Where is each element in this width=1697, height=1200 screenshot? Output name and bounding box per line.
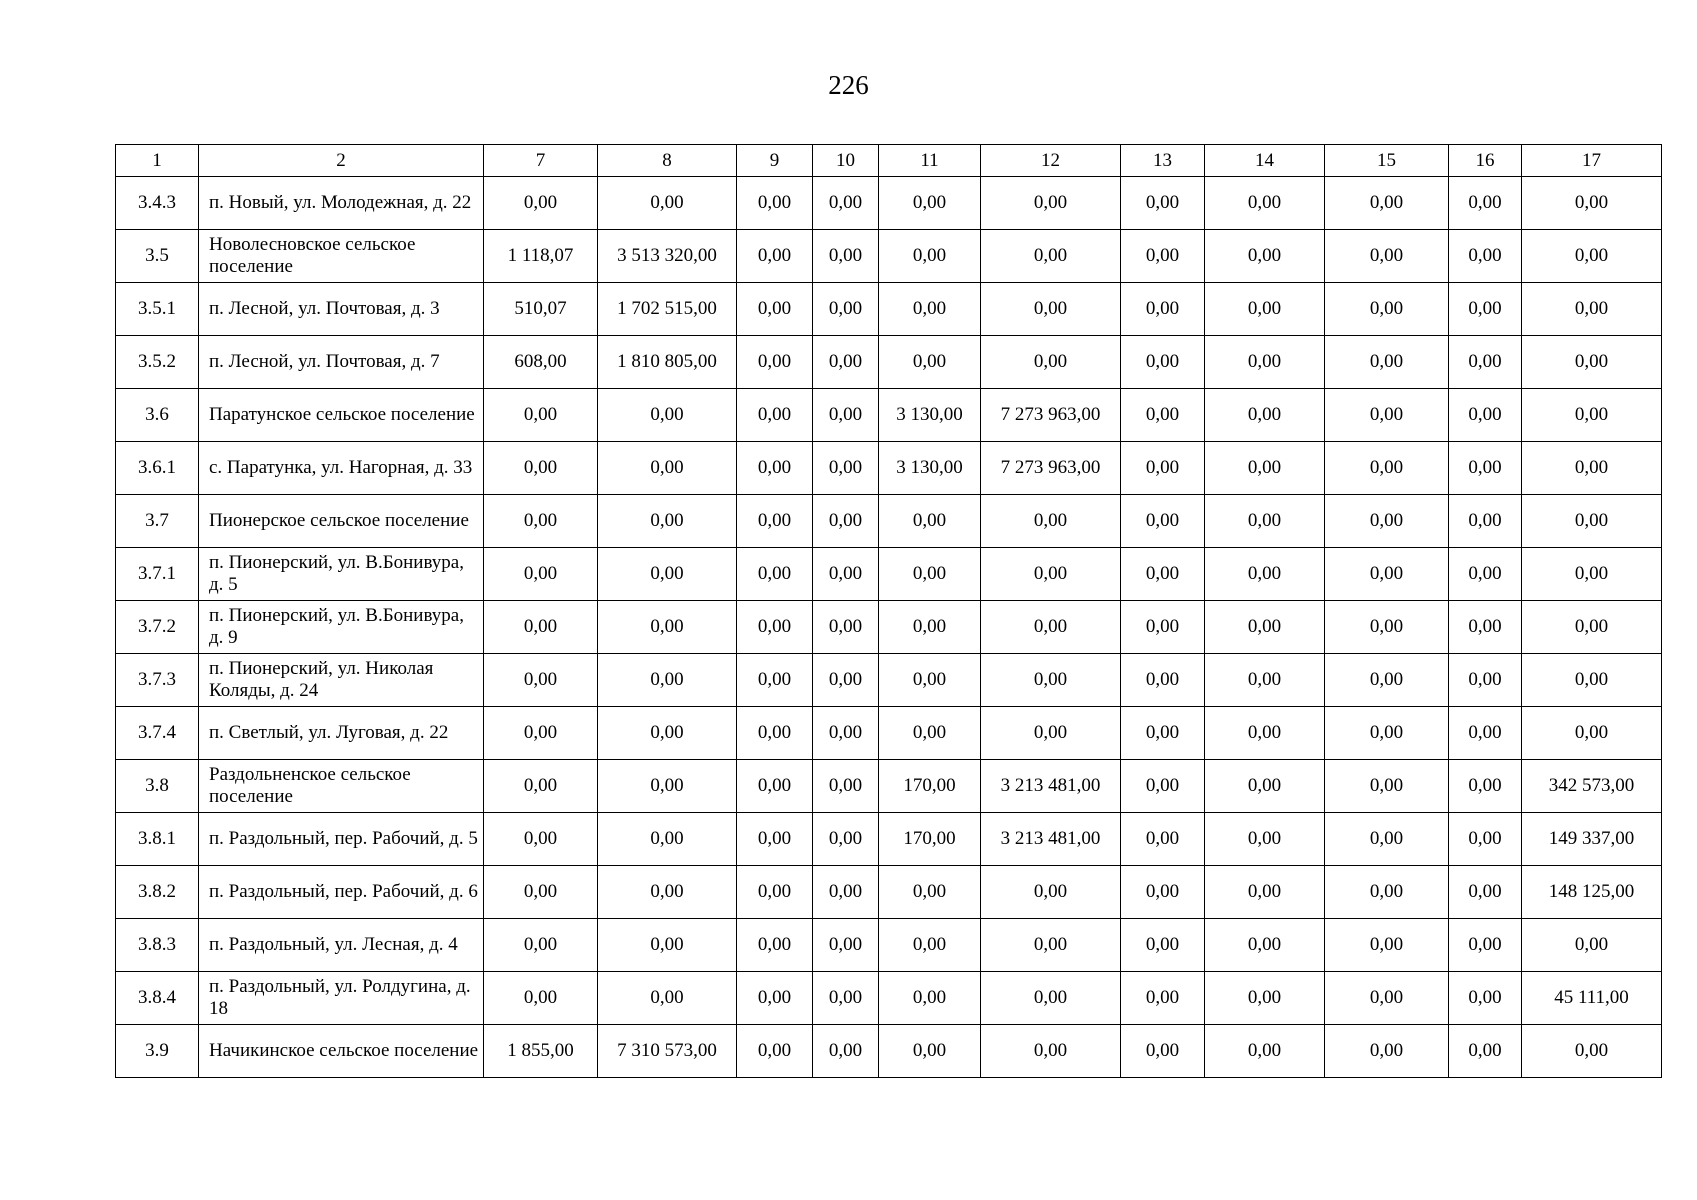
row-number-cell: 3.7	[116, 495, 199, 548]
value-cell: 0,00	[813, 389, 879, 442]
value-cell: 0,00	[1449, 177, 1522, 230]
value-cell: 0,00	[1121, 919, 1205, 972]
value-cell: 0,00	[737, 707, 813, 760]
column-header: 10	[813, 145, 879, 177]
value-cell: 0,00	[1449, 601, 1522, 654]
value-cell: 1 702 515,00	[598, 283, 737, 336]
value-cell: 0,00	[1522, 389, 1662, 442]
value-cell: 1 810 805,00	[598, 336, 737, 389]
value-cell: 0,00	[1325, 495, 1449, 548]
value-cell: 0,00	[1205, 866, 1325, 919]
value-cell: 0,00	[737, 442, 813, 495]
value-cell: 7 310 573,00	[598, 1025, 737, 1078]
value-cell: 0,00	[813, 283, 879, 336]
value-cell: 0,00	[879, 336, 981, 389]
value-cell: 0,00	[981, 495, 1121, 548]
row-number-cell: 3.7.1	[116, 548, 199, 601]
column-header: 14	[1205, 145, 1325, 177]
value-cell: 0,00	[598, 972, 737, 1025]
value-cell: 0,00	[1522, 601, 1662, 654]
value-cell: 0,00	[981, 548, 1121, 601]
value-cell: 0,00	[1522, 442, 1662, 495]
value-cell: 0,00	[737, 919, 813, 972]
value-cell: 0,00	[1522, 230, 1662, 283]
value-cell: 3 130,00	[879, 389, 981, 442]
value-cell: 0,00	[1325, 230, 1449, 283]
value-cell: 0,00	[813, 707, 879, 760]
value-cell: 0,00	[879, 495, 981, 548]
row-number-cell: 3.7.4	[116, 707, 199, 760]
address-cell: п. Лесной, ул. Почтовая, д. 3	[199, 283, 484, 336]
value-cell: 342 573,00	[1522, 760, 1662, 813]
value-cell: 0,00	[981, 866, 1121, 919]
value-cell: 0,00	[1121, 283, 1205, 336]
value-cell: 0,00	[813, 654, 879, 707]
value-cell: 0,00	[484, 495, 598, 548]
value-cell: 7 273 963,00	[981, 389, 1121, 442]
value-cell: 0,00	[981, 283, 1121, 336]
table-row	[116, 495, 1662, 548]
value-cell: 0,00	[813, 177, 879, 230]
value-cell: 149 337,00	[1522, 813, 1662, 866]
value-cell: 0,00	[1121, 336, 1205, 389]
value-cell: 0,00	[1205, 389, 1325, 442]
table-row	[116, 813, 1662, 866]
value-cell: 0,00	[879, 972, 981, 1025]
value-cell: 0,00	[737, 866, 813, 919]
column-header: 11	[879, 145, 981, 177]
value-cell: 0,00	[737, 813, 813, 866]
value-cell: 0,00	[1121, 972, 1205, 1025]
value-cell: 0,00	[1522, 177, 1662, 230]
value-cell: 0,00	[1325, 1025, 1449, 1078]
value-cell: 0,00	[737, 283, 813, 336]
table-row	[116, 283, 1662, 336]
value-cell: 0,00	[879, 707, 981, 760]
value-cell: 0,00	[1522, 336, 1662, 389]
value-cell: 0,00	[981, 707, 1121, 760]
value-cell: 0,00	[1325, 283, 1449, 336]
column-header: 12	[981, 145, 1121, 177]
value-cell: 510,07	[484, 283, 598, 336]
value-cell: 0,00	[1522, 495, 1662, 548]
value-cell: 0,00	[1121, 495, 1205, 548]
row-number-cell: 3.8.2	[116, 866, 199, 919]
value-cell: 0,00	[484, 442, 598, 495]
address-cell: Начикинское сельское поселение	[199, 1025, 484, 1078]
value-cell: 0,00	[1522, 919, 1662, 972]
value-cell: 0,00	[879, 177, 981, 230]
value-cell: 0,00	[981, 601, 1121, 654]
value-cell: 0,00	[484, 707, 598, 760]
value-cell: 0,00	[484, 972, 598, 1025]
value-cell: 0,00	[1205, 230, 1325, 283]
value-cell: 0,00	[1449, 866, 1522, 919]
value-cell: 0,00	[981, 336, 1121, 389]
address-cell: п. Пионерский, ул. В.Бонивура, д. 9	[199, 601, 484, 654]
value-cell: 3 213 481,00	[981, 760, 1121, 813]
table-row	[116, 548, 1662, 601]
value-cell: 0,00	[1325, 601, 1449, 654]
value-cell: 0,00	[1325, 813, 1449, 866]
value-cell: 0,00	[981, 177, 1121, 230]
value-cell: 0,00	[1325, 442, 1449, 495]
value-cell: 0,00	[484, 760, 598, 813]
value-cell: 0,00	[1325, 972, 1449, 1025]
value-cell: 0,00	[1449, 495, 1522, 548]
row-number-cell: 3.8	[116, 760, 199, 813]
value-cell: 0,00	[1205, 760, 1325, 813]
value-cell: 0,00	[813, 813, 879, 866]
value-cell: 0,00	[813, 919, 879, 972]
value-cell: 0,00	[1121, 389, 1205, 442]
value-cell: 0,00	[981, 972, 1121, 1025]
value-cell: 0,00	[981, 919, 1121, 972]
value-cell: 3 513 320,00	[598, 230, 737, 283]
value-cell: 0,00	[1121, 230, 1205, 283]
value-cell: 0,00	[1325, 919, 1449, 972]
address-cell: п. Новый, ул. Молодежная, д. 22	[199, 177, 484, 230]
value-cell: 0,00	[1325, 177, 1449, 230]
value-cell: 0,00	[813, 548, 879, 601]
value-cell: 0,00	[1205, 707, 1325, 760]
value-cell: 0,00	[1522, 654, 1662, 707]
value-cell: 1 855,00	[484, 1025, 598, 1078]
value-cell: 0,00	[737, 548, 813, 601]
value-cell: 0,00	[598, 813, 737, 866]
value-cell: 0,00	[1449, 283, 1522, 336]
value-cell: 7 273 963,00	[981, 442, 1121, 495]
row-number-cell: 3.4.3	[116, 177, 199, 230]
value-cell: 0,00	[1121, 707, 1205, 760]
value-cell: 0,00	[737, 495, 813, 548]
row-number-cell: 3.5	[116, 230, 199, 283]
value-cell: 0,00	[484, 548, 598, 601]
column-header: 15	[1325, 145, 1449, 177]
value-cell: 0,00	[1205, 1025, 1325, 1078]
address-cell: п. Лесной, ул. Почтовая, д. 7	[199, 336, 484, 389]
row-number-cell: 3.5.2	[116, 336, 199, 389]
value-cell: 0,00	[1325, 760, 1449, 813]
address-cell: п. Раздольный, пер. Рабочий, д. 6	[199, 866, 484, 919]
value-cell: 0,00	[1205, 495, 1325, 548]
value-cell: 0,00	[1205, 283, 1325, 336]
value-cell: 0,00	[1121, 601, 1205, 654]
address-cell: Пионерское сельское поселение	[199, 495, 484, 548]
table-row	[116, 177, 1662, 230]
row-number-cell: 3.5.1	[116, 283, 199, 336]
table-row	[116, 919, 1662, 972]
value-cell: 0,00	[1325, 389, 1449, 442]
row-number-cell: 3.7.2	[116, 601, 199, 654]
value-cell: 0,00	[737, 177, 813, 230]
value-cell: 0,00	[879, 654, 981, 707]
value-cell: 0,00	[1449, 919, 1522, 972]
data-table	[115, 144, 1662, 1078]
value-cell: 0,00	[484, 177, 598, 230]
value-cell: 0,00	[598, 866, 737, 919]
value-cell: 0,00	[1325, 336, 1449, 389]
value-cell: 0,00	[1449, 230, 1522, 283]
value-cell: 0,00	[1449, 813, 1522, 866]
table-header-row	[116, 145, 1662, 177]
column-header: 13	[1121, 145, 1205, 177]
value-cell: 0,00	[737, 230, 813, 283]
table-row	[116, 336, 1662, 389]
value-cell: 0,00	[1205, 919, 1325, 972]
value-cell: 0,00	[598, 389, 737, 442]
value-cell: 0,00	[981, 654, 1121, 707]
value-cell: 3 130,00	[879, 442, 981, 495]
value-cell: 0,00	[1121, 813, 1205, 866]
value-cell: 0,00	[1205, 177, 1325, 230]
table-row	[116, 230, 1662, 283]
value-cell: 0,00	[1522, 283, 1662, 336]
table-row	[116, 389, 1662, 442]
value-cell: 0,00	[598, 442, 737, 495]
value-cell: 0,00	[1325, 548, 1449, 601]
address-cell: п. Раздольный, ул. Ролдугина, д. 18	[199, 972, 484, 1025]
value-cell: 170,00	[879, 813, 981, 866]
value-cell: 0,00	[1205, 336, 1325, 389]
value-cell: 0,00	[1121, 1025, 1205, 1078]
value-cell: 0,00	[1121, 548, 1205, 601]
value-cell: 0,00	[1205, 654, 1325, 707]
value-cell: 0,00	[1121, 442, 1205, 495]
value-cell: 0,00	[1522, 548, 1662, 601]
value-cell: 0,00	[1205, 548, 1325, 601]
row-number-cell: 3.8.4	[116, 972, 199, 1025]
value-cell: 0,00	[1121, 760, 1205, 813]
table-body	[116, 177, 1662, 1078]
table-row	[116, 972, 1662, 1025]
value-cell: 0,00	[1449, 972, 1522, 1025]
value-cell: 0,00	[737, 760, 813, 813]
value-cell: 0,00	[737, 972, 813, 1025]
value-cell: 0,00	[1449, 336, 1522, 389]
value-cell: 0,00	[484, 601, 598, 654]
value-cell: 0,00	[981, 230, 1121, 283]
value-cell: 0,00	[1449, 760, 1522, 813]
value-cell: 0,00	[484, 866, 598, 919]
value-cell: 0,00	[1205, 813, 1325, 866]
value-cell: 170,00	[879, 760, 981, 813]
value-cell: 0,00	[1449, 442, 1522, 495]
address-cell: п. Раздольный, ул. Лесная, д. 4	[199, 919, 484, 972]
address-cell: п. Раздольный, пер. Рабочий, д. 5	[199, 813, 484, 866]
value-cell: 0,00	[598, 760, 737, 813]
table-row	[116, 866, 1662, 919]
column-header: 1	[116, 145, 199, 177]
value-cell: 0,00	[598, 601, 737, 654]
table-row	[116, 601, 1662, 654]
value-cell: 0,00	[737, 389, 813, 442]
value-cell: 0,00	[1449, 654, 1522, 707]
value-cell: 148 125,00	[1522, 866, 1662, 919]
table-row	[116, 654, 1662, 707]
value-cell: 0,00	[598, 707, 737, 760]
page-number: 226	[828, 70, 869, 100]
value-cell: 0,00	[484, 919, 598, 972]
address-cell: п. Светлый, ул. Луговая, д. 22	[199, 707, 484, 760]
value-cell: 0,00	[1121, 177, 1205, 230]
value-cell: 1 118,07	[484, 230, 598, 283]
table-row	[116, 707, 1662, 760]
value-cell: 0,00	[484, 813, 598, 866]
table-row	[116, 760, 1662, 813]
column-header: 8	[598, 145, 737, 177]
column-header: 7	[484, 145, 598, 177]
value-cell: 45 111,00	[1522, 972, 1662, 1025]
row-number-cell: 3.8.3	[116, 919, 199, 972]
value-cell: 0,00	[1325, 707, 1449, 760]
value-cell: 0,00	[879, 866, 981, 919]
value-cell: 0,00	[879, 919, 981, 972]
value-cell: 0,00	[598, 654, 737, 707]
value-cell: 0,00	[484, 654, 598, 707]
row-number-cell: 3.9	[116, 1025, 199, 1078]
value-cell: 0,00	[813, 442, 879, 495]
address-cell: п. Пионерский, ул. В.Бонивура, д. 5	[199, 548, 484, 601]
value-cell: 0,00	[737, 601, 813, 654]
table-row	[116, 1025, 1662, 1078]
value-cell: 0,00	[598, 919, 737, 972]
value-cell: 0,00	[484, 389, 598, 442]
value-cell: 0,00	[1449, 389, 1522, 442]
value-cell: 0,00	[598, 495, 737, 548]
value-cell: 0,00	[1449, 548, 1522, 601]
value-cell: 0,00	[1121, 654, 1205, 707]
value-cell: 0,00	[737, 654, 813, 707]
value-cell: 0,00	[1205, 972, 1325, 1025]
column-header: 16	[1449, 145, 1522, 177]
value-cell: 0,00	[598, 177, 737, 230]
value-cell: 0,00	[1205, 442, 1325, 495]
column-header: 9	[737, 145, 813, 177]
value-cell: 0,00	[1121, 866, 1205, 919]
value-cell: 0,00	[813, 495, 879, 548]
value-cell: 0,00	[1325, 654, 1449, 707]
value-cell: 0,00	[813, 972, 879, 1025]
address-cell: с. Паратунка, ул. Нагорная, д. 33	[199, 442, 484, 495]
address-cell: п. Пионерский, ул. Николая Коляды, д. 24	[199, 654, 484, 707]
value-cell: 0,00	[813, 760, 879, 813]
value-cell: 0,00	[879, 283, 981, 336]
value-cell: 0,00	[1449, 1025, 1522, 1078]
value-cell: 0,00	[981, 1025, 1121, 1078]
table-row	[116, 442, 1662, 495]
value-cell: 0,00	[813, 230, 879, 283]
column-header: 2	[199, 145, 484, 177]
row-number-cell: 3.6.1	[116, 442, 199, 495]
value-cell: 0,00	[813, 1025, 879, 1078]
value-cell: 0,00	[737, 336, 813, 389]
value-cell: 0,00	[1522, 1025, 1662, 1078]
value-cell: 0,00	[879, 230, 981, 283]
address-cell: Раздольненское сельское поселение	[199, 760, 484, 813]
value-cell: 0,00	[879, 1025, 981, 1078]
value-cell: 608,00	[484, 336, 598, 389]
value-cell: 3 213 481,00	[981, 813, 1121, 866]
value-cell: 0,00	[879, 601, 981, 654]
column-header: 17	[1522, 145, 1662, 177]
value-cell: 0,00	[1325, 866, 1449, 919]
value-cell: 0,00	[879, 548, 981, 601]
value-cell: 0,00	[813, 866, 879, 919]
value-cell: 0,00	[1449, 707, 1522, 760]
address-cell: Новолесновское сельское поселение	[199, 230, 484, 283]
row-number-cell: 3.7.3	[116, 654, 199, 707]
value-cell: 0,00	[598, 548, 737, 601]
row-number-cell: 3.6	[116, 389, 199, 442]
value-cell: 0,00	[813, 336, 879, 389]
value-cell: 0,00	[1522, 707, 1662, 760]
value-cell: 0,00	[737, 1025, 813, 1078]
value-cell: 0,00	[813, 601, 879, 654]
row-number-cell: 3.8.1	[116, 813, 199, 866]
address-cell: Паратунское сельское поселение	[199, 389, 484, 442]
value-cell: 0,00	[1205, 601, 1325, 654]
